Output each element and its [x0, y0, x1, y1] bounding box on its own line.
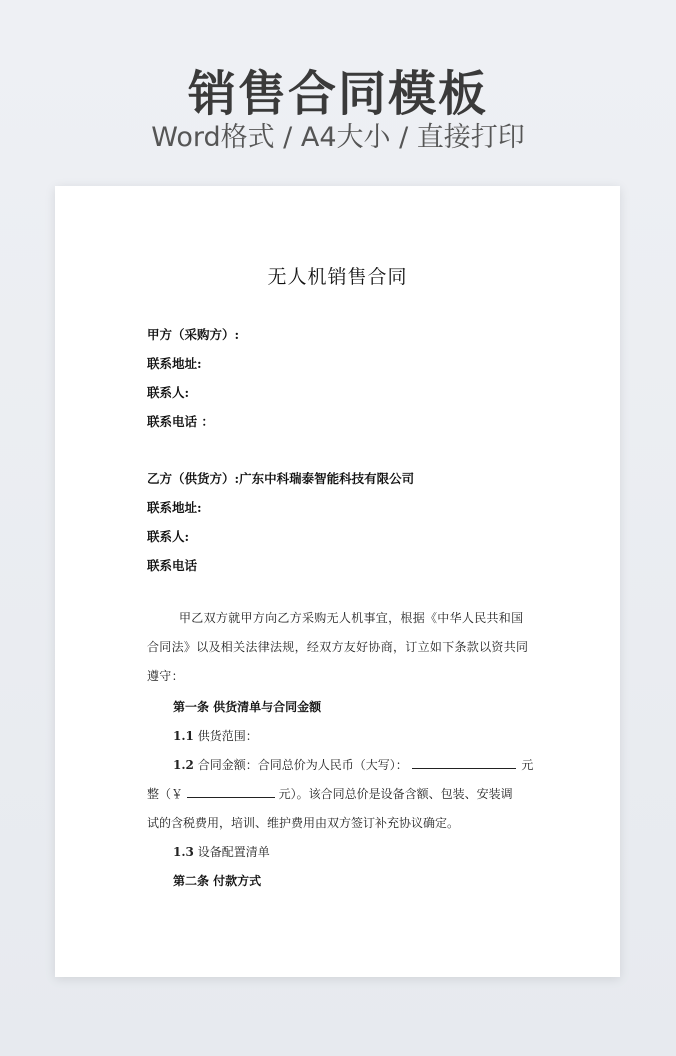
party-b-contact-label: 联系人:: [147, 529, 190, 544]
item-1-2: [173, 756, 533, 773]
article-1-heading: 第一条 供货清单与合同金额: [173, 700, 322, 714]
intro-paragraph: 甲乙双方就甲方向乙方采购无人机事宜，根据《中华人民共和国合同法》以及相关法律法规，经双方友好协商，订立如下条款以资共同遵守：: [147, 611, 529, 683]
party-b-name-label: 乙方（供货方）:广东中科瑞泰智能科技有限公司: [147, 471, 415, 486]
item-1-1: [173, 727, 258, 744]
amount-words-blank: [412, 756, 516, 769]
article-2-heading: 第二条 付款方式: [173, 874, 262, 888]
item-1-3: [173, 843, 270, 860]
banner-title: 销售合同模板: [187, 66, 488, 122]
party-a-name-label: 甲方（采购方）:: [147, 327, 240, 342]
item-1-2-number: 1.2: [173, 758, 194, 772]
banner-subtitle: Word格式 / A4大小 / 直接打印: [151, 122, 525, 153]
item-1-2-line-2-start: 整（￥: [147, 787, 184, 801]
amount-figure-blank: [187, 785, 275, 798]
item-1-1-text: 供货范围：: [197, 729, 258, 743]
item-1-3-number: 1.3: [173, 845, 194, 859]
document-title: 无人机销售合同: [267, 266, 408, 288]
item-1-2-line-2-end: 元）。该合同总价是设备含额、包装、安装调: [278, 787, 513, 801]
party-a-address-label: 联系地址:: [147, 356, 202, 371]
item-1-2-text: 合同金额：合同总价为人民币（大写）：: [197, 758, 408, 772]
item-1-3-text: 设备配置清单: [197, 845, 270, 859]
item-1-2-unit: 元: [521, 758, 534, 772]
party-a-phone-label: 联系电话 ：: [147, 414, 214, 429]
document-page: [55, 186, 620, 977]
party-b-address-label: 联系地址:: [147, 500, 202, 515]
party-b-phone-label: 联系电话: [147, 558, 198, 573]
party-a-contact-label: 联系人:: [147, 385, 190, 400]
item-1-1-number: 1.1: [173, 729, 194, 743]
item-1-2-line-2: [147, 785, 513, 802]
item-1-2-line-3: 试的含税费用，培训、维护费用由双方签订补充协议确定。: [147, 816, 460, 830]
